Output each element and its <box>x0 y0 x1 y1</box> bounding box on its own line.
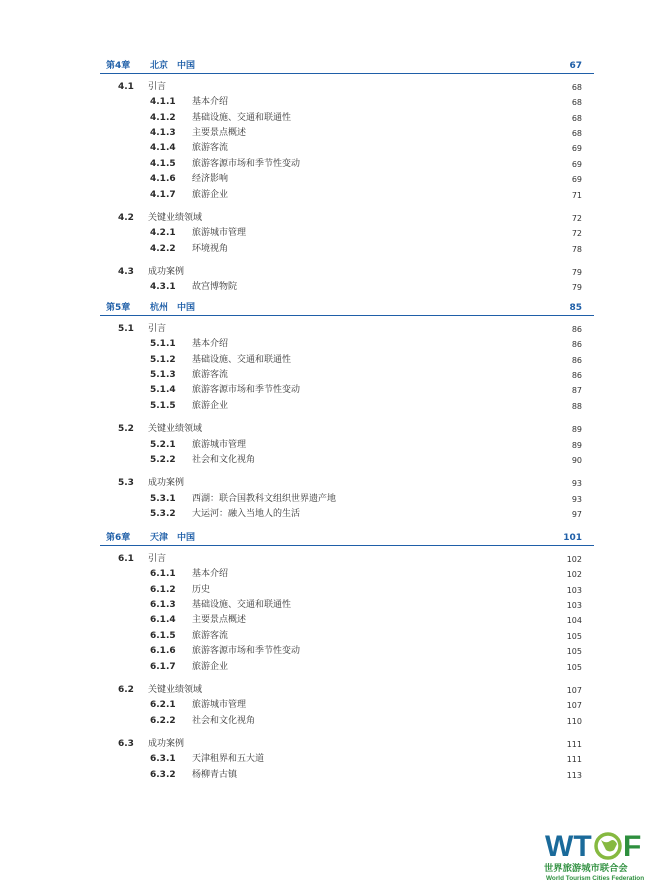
section-title: 成功案例 <box>148 478 185 489</box>
subsection-page: 111 <box>566 755 582 765</box>
toc-subsection[interactable] <box>0 753 582 766</box>
toc-subsection[interactable] <box>0 614 582 627</box>
subsection-title: 基本介绍 <box>192 569 229 580</box>
toc-subsection[interactable] <box>0 227 582 240</box>
subsection-page: 104 <box>566 616 582 626</box>
subsection-number: 5.1.1 <box>150 339 176 350</box>
subsection-title: 旅游客源市场和季节性变动 <box>192 385 301 396</box>
toc-subsection[interactable] <box>0 281 582 294</box>
subsection-title: 杨柳青古镇 <box>192 769 238 780</box>
subsection-number: 4.1.2 <box>150 112 176 123</box>
section-title: 关键业绩领域 <box>148 424 203 435</box>
chapter-number: 第5章 <box>106 303 131 313</box>
subsection-number: 4.2.2 <box>150 243 176 254</box>
toc-subsection[interactable] <box>0 96 582 109</box>
subsection-title: 旅游城市管理 <box>192 228 247 239</box>
chapter-page: 101 <box>563 533 582 543</box>
chapter-title: 杭州 中国 <box>150 303 196 313</box>
subsection-page: 68 <box>571 98 582 108</box>
subsection-number: 6.3.1 <box>150 754 176 765</box>
subsection-number: 4.1.6 <box>150 174 176 185</box>
subsection-page: 103 <box>566 601 582 611</box>
section-number: 6.1 <box>118 554 134 564</box>
toc-subsection[interactable] <box>0 454 582 467</box>
subsection-number: 6.3.2 <box>150 769 176 780</box>
subsection-title: 旅游企业 <box>192 661 229 672</box>
subsection-page: 93 <box>571 494 582 504</box>
chapter-heading[interactable] <box>100 301 594 316</box>
toc-subsection[interactable] <box>0 599 582 612</box>
section-number: 5.3 <box>118 478 134 489</box>
section-title: 关键业绩领域 <box>148 684 203 695</box>
subsection-number: 5.1.2 <box>150 354 176 365</box>
toc-subsection[interactable] <box>0 384 582 397</box>
toc-subsection[interactable] <box>0 493 582 506</box>
subsection-title: 旅游城市管理 <box>192 700 247 711</box>
logo-letters-wt: WT <box>545 830 592 863</box>
toc-subsection[interactable] <box>0 127 582 140</box>
subsection-title: 主要景点概述 <box>192 615 247 626</box>
subsection-number: 5.1.4 <box>150 385 176 396</box>
subsection-title: 基本介绍 <box>192 339 229 350</box>
subsection-title: 西湖：联合国教科文组织世界遗产地 <box>192 493 337 504</box>
toc-section[interactable] <box>0 477 582 490</box>
toc-subsection[interactable] <box>0 158 582 171</box>
toc-section[interactable] <box>0 323 582 336</box>
toc-subsection[interactable] <box>0 699 582 712</box>
subsection-page: 68 <box>571 113 582 123</box>
subsection-page: 78 <box>571 244 582 254</box>
subsection-number: 4.1.1 <box>150 97 176 108</box>
subsection-page: 72 <box>571 229 582 239</box>
section-title: 关键业绩领域 <box>148 212 203 223</box>
subsection-page: 86 <box>571 340 582 350</box>
subsection-title: 社会和文化视角 <box>192 454 256 465</box>
toc-subsection[interactable] <box>0 243 582 256</box>
chapter-heading[interactable] <box>100 531 594 546</box>
subsection-page: 86 <box>571 371 582 381</box>
subsection-page: 89 <box>571 440 582 450</box>
section-page: 79 <box>571 268 582 278</box>
section-page: 72 <box>571 213 582 223</box>
subsection-number: 4.1.7 <box>150 189 176 200</box>
subsection-number: 6.1.5 <box>150 630 176 641</box>
subsection-page: 105 <box>566 662 582 672</box>
toc-section[interactable] <box>0 81 582 94</box>
toc-subsection[interactable] <box>0 630 582 643</box>
subsection-number: 5.3.1 <box>150 493 176 504</box>
subsection-page: 69 <box>571 175 582 185</box>
subsection-page: 69 <box>571 144 582 154</box>
subsection-number: 4.1.3 <box>150 128 176 139</box>
chapter-number: 第6章 <box>106 533 131 543</box>
toc-subsection[interactable] <box>0 661 582 674</box>
subsection-title: 大运河：融入当地人的生活 <box>192 509 301 520</box>
chapter-title: 天津 中国 <box>150 533 196 543</box>
toc-subsection[interactable] <box>0 439 582 452</box>
subsection-number: 6.1.2 <box>150 584 176 595</box>
section-page: 89 <box>571 425 582 435</box>
section-page: 111 <box>566 740 582 750</box>
chapter-page: 85 <box>569 303 582 313</box>
section-title: 引言 <box>148 324 167 334</box>
subsection-page: 68 <box>571 129 582 139</box>
toc-subsection[interactable] <box>0 645 582 658</box>
wtcf-logo <box>541 828 650 882</box>
subsection-page: 105 <box>566 631 582 641</box>
subsection-title: 旅游客流 <box>192 370 229 381</box>
section-number: 5.1 <box>118 324 134 334</box>
subsection-number: 6.1.7 <box>150 661 176 672</box>
subsection-number: 6.1.6 <box>150 646 176 657</box>
section-number: 4.1 <box>118 82 134 92</box>
subsection-title: 旅游企业 <box>192 189 229 200</box>
subsection-number: 4.3.1 <box>150 282 176 293</box>
subsection-title: 旅游客源市场和季节性变动 <box>192 158 301 169</box>
subsection-number: 4.2.1 <box>150 228 176 239</box>
section-title: 引言 <box>148 554 167 564</box>
subsection-page: 113 <box>566 770 582 780</box>
logo-chinese-name: 世界旅游城市联合会 <box>544 863 628 874</box>
subsection-page: 71 <box>571 190 582 200</box>
section-page: 68 <box>571 83 582 92</box>
subsection-number: 6.2.2 <box>150 715 176 726</box>
logo-english-name: World Tourism Cities Federation <box>546 875 645 882</box>
subsection-title: 旅游客流 <box>192 143 229 154</box>
subsection-page: 69 <box>571 159 582 169</box>
subsection-title: 故宫博物院 <box>192 282 238 293</box>
subsection-number: 6.1.1 <box>150 569 176 580</box>
subsection-title: 主要景点概述 <box>192 128 247 139</box>
subsection-page: 88 <box>571 401 582 411</box>
chapter-title: 北京 中国 <box>150 61 196 71</box>
toc-subsection[interactable] <box>0 189 582 202</box>
section-title: 成功案例 <box>148 739 185 750</box>
toc-subsection[interactable] <box>0 508 582 521</box>
subsection-title: 旅游客源市场和季节性变动 <box>192 646 301 657</box>
section-number: 4.3 <box>118 267 134 278</box>
toc-subsection[interactable] <box>0 568 582 581</box>
subsection-title: 历史 <box>192 584 211 595</box>
chapter-page: 67 <box>569 61 582 71</box>
subsection-title: 旅游客流 <box>192 630 229 641</box>
section-page: 102 <box>566 555 582 564</box>
subsection-number: 5.1.3 <box>150 370 176 381</box>
subsection-page: 107 <box>566 701 582 711</box>
toc-subsection[interactable] <box>0 715 582 728</box>
chapter-number: 第4章 <box>106 61 131 71</box>
subsection-page: 87 <box>571 386 582 396</box>
subsection-title: 环境视角 <box>192 243 229 254</box>
subsection-number: 6.2.1 <box>150 700 176 711</box>
subsection-page: 97 <box>571 510 582 520</box>
subsection-number: 4.1.5 <box>150 158 176 169</box>
subsection-title: 社会和文化视角 <box>192 715 256 726</box>
toc-subsection[interactable] <box>0 112 582 125</box>
subsection-page: 103 <box>566 585 582 595</box>
subsection-title: 旅游企业 <box>192 400 229 411</box>
section-title: 成功案例 <box>148 267 185 278</box>
subsection-page: 105 <box>566 647 582 657</box>
subsection-number: 6.1.3 <box>150 600 176 611</box>
section-page: 93 <box>571 479 582 489</box>
toc-section[interactable] <box>0 553 582 566</box>
section-number: 6.3 <box>118 739 134 750</box>
toc-subsection[interactable] <box>0 338 582 351</box>
toc-subsection[interactable] <box>0 400 582 413</box>
subsection-page: 110 <box>566 716 582 726</box>
toc-section[interactable] <box>0 684 582 697</box>
subsection-title: 旅游城市管理 <box>192 439 247 450</box>
subsection-title: 基础设施、交通和联通性 <box>192 600 292 611</box>
toc-section[interactable] <box>0 212 582 225</box>
subsection-number: 5.2.1 <box>150 439 176 450</box>
subsection-page: 90 <box>571 455 582 465</box>
section-title: 引言 <box>148 82 167 92</box>
section-number: 6.2 <box>118 684 134 695</box>
toc-section[interactable] <box>0 423 582 436</box>
subsection-title: 基本介绍 <box>192 97 229 108</box>
section-page: 86 <box>571 325 582 334</box>
section-number: 5.2 <box>118 424 134 435</box>
globe-icon <box>596 834 620 858</box>
subsection-number: 5.1.5 <box>150 400 176 411</box>
subsection-title: 天津租界和五大道 <box>192 754 265 765</box>
subsection-title: 经济影响 <box>192 174 229 185</box>
subsection-title: 基础设施、交通和联通性 <box>192 112 292 123</box>
toc-subsection[interactable] <box>0 173 582 186</box>
toc-section[interactable] <box>0 738 582 751</box>
subsection-page: 86 <box>571 355 582 365</box>
section-page: 107 <box>566 685 582 695</box>
subsection-number: 4.1.4 <box>150 143 176 154</box>
toc-subsection[interactable] <box>0 142 582 155</box>
toc-subsection[interactable] <box>0 354 582 367</box>
subsection-title: 基础设施、交通和联通性 <box>192 354 292 365</box>
subsection-page: 102 <box>566 570 582 580</box>
subsection-number: 6.1.4 <box>150 615 176 626</box>
toc-subsection[interactable] <box>0 584 582 597</box>
toc-section[interactable] <box>0 266 582 279</box>
toc-subsection[interactable] <box>0 369 582 382</box>
subsection-number: 5.2.2 <box>150 454 176 465</box>
section-number: 4.2 <box>118 212 134 223</box>
logo-letter-f: F <box>623 830 642 863</box>
toc-subsection[interactable] <box>0 769 582 782</box>
subsection-number: 5.3.2 <box>150 509 176 520</box>
chapter-heading[interactable] <box>100 59 594 74</box>
subsection-page: 79 <box>571 283 582 293</box>
